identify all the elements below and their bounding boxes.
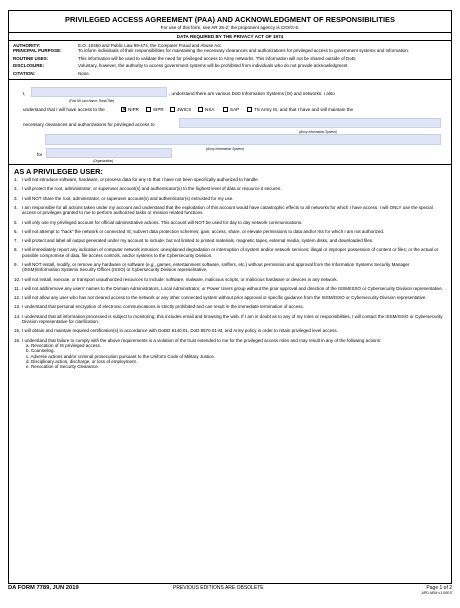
version-label: APD AEM v1.00ES <box>421 591 452 595</box>
list-item: 8. I will immediately report any indication of computer network intrusion; unexplained degradation or interruption of system and/or network services; illegal or improper possession of content or files; or the actual or possible compromise of data, file access controls, and/or systems to the Cybersecurity Division. <box>14 247 439 258</box>
access-text: understand that I will have access to the <box>23 107 105 113</box>
army-system-input[interactable] <box>179 118 441 128</box>
privacy-row-purpose <box>9 48 451 53</box>
jwics-checkbox[interactable] <box>170 107 175 112</box>
privacy-row-routine-uses <box>9 56 451 61</box>
army-system-caption: (Army Information System) <box>299 130 337 135</box>
privacy-row-disclosure <box>9 63 451 68</box>
ts-text: TS Army IS, and that I have and will maintain the <box>254 107 354 113</box>
acknowledgment-fill-section <box>9 80 451 165</box>
list-item: 4. I am responsible for all actions taken under my account and understand that the exploitation of this account would have catastrophic effects to all networks for which I have access. I will ONLY use the special access or privileges granted to me to perform authorized tasks or mission related functions. <box>14 204 433 216</box>
privacy-value: To inform individuals of their responsibilities for maintaining the necessary clearances and authorizations for privileged access to government systems and information. <box>78 48 410 54</box>
privacy-value: None. <box>78 70 91 76</box>
form-subtitle: For use of this form, see AR 25-2; the proponent agency is CIO/G-6. <box>160 25 300 30</box>
privacy-label: DISCLOSURE: <box>13 63 45 69</box>
sub-item: c. Adverse actions and/or criminal prosecution pursuant to the Uniform Code of Military Justice. <box>26 353 216 359</box>
for-label: for <box>37 152 43 158</box>
list-item: 14. I understand that all information processed is subject to monitoring; this includes email and browsing the web. If I am in doubt as to any of my roles or responsibilities, I will contact the ISSM/ISSO or Cybersecurity Division representative for clarification. <box>14 313 443 325</box>
privacy-label: ROUTINE USES: <box>13 55 49 61</box>
page-number: Page 1 of 2 <box>426 585 452 591</box>
privacy-label: PRINCIPAL PURPOSE: <box>13 48 62 54</box>
nsa-checkbox[interactable] <box>198 107 203 112</box>
sipr-label: SIPR <box>153 107 164 113</box>
i-label: I, <box>23 91 26 97</box>
privacy-label: AUTHORITY: <box>13 43 41 48</box>
sub-item: e. Revocation of Security Clearance. <box>26 364 100 370</box>
nipr-checkbox[interactable] <box>121 107 126 112</box>
list-item: 6. I will not attempt to "hack" the network or connected IS; subvert data protection schemes; gain, access, share, or elevate permissions to data and/or ISs for which I am not authorized. <box>14 228 385 234</box>
clearance-text: necessary clearances and authorizations for privileged access to <box>23 122 155 128</box>
name-rank-input[interactable] <box>31 87 167 97</box>
privacy-value: Voluntary, however, the authority to access government systems will be prohibited from individuals who do not provide acknowledgment. <box>78 63 349 69</box>
sap-label: SAP <box>230 107 240 113</box>
list-item: 1. I will not introduce software, hardware, or process data for any IS that I have not been specifically authorized to handle. <box>14 177 259 183</box>
list-item: 10. I will not install, execute, or transport unauthorized resources to include: software, malware, malicious scripts, or malicious hardware or devices in any network. <box>14 276 338 282</box>
ts-checkbox[interactable] <box>247 107 252 112</box>
form-number: DA FORM 7789, JUN 2019 <box>8 585 79 591</box>
army-system-caption-2: (Army Information System) <box>206 147 244 152</box>
privacy-label: CITATION: <box>13 70 36 76</box>
nipr-label: NIPR <box>128 107 139 113</box>
understand-text: , understand there are various DoD Information Systems (IS) and networks. I also <box>169 91 335 97</box>
organization-input[interactable] <box>46 148 172 158</box>
list-item: 16. I understand that failure to comply with the above requirements is a violation of the trust extended to me for the privileged access roles and may result in any of the following actions: <box>14 337 382 343</box>
list-item: 5. I will only use my privileged account for official administrative actions. This account will NOT be used for day to day network communications. <box>14 219 303 225</box>
form-title: PRIVILEGED ACCESS AGREEMENT (PAA) AND ACKNOWLEDGMENT OF RESPONSIBILITIES <box>64 15 396 24</box>
sub-item: d. Disciplinary action, discharge, or loss of employment. <box>26 358 138 364</box>
list-item: 15. I will obtain and maintain required certification(s) in accordance with DoDD 8140.01, DoD 8570.01-M, and Army policy in order to retain privileged level access. <box>14 328 338 334</box>
responsibilities-list <box>9 177 451 369</box>
list-item: 3. I will NOT share the root, administrator, or superuser account(s) and authenticator(s) entrusted for my use. <box>14 195 234 201</box>
privacy-act-heading: DATA REQUIRED BY THE PRIVACY ACT OF 1974 <box>9 32 451 41</box>
organization-caption: (Organization) <box>93 159 114 164</box>
sap-checkbox[interactable] <box>223 107 228 112</box>
privacy-value: This information will be used to validate the need for privileged access to Army networks. This information will not be shared outside of DoD. <box>78 55 357 61</box>
sub-item: a. Revocation of IS privileged access. <box>26 342 102 348</box>
list-item: 13. I understand that personal encryption of electronic communications is strictly prohibited and can result in the immediate termination of access. <box>14 304 304 310</box>
privileged-user-heading: AS A PRIVILEGED USER: <box>14 167 103 177</box>
privacy-row-citation <box>9 71 451 80</box>
nsa-label: NSA <box>205 107 215 113</box>
army-system-input-2[interactable] <box>45 134 441 145</box>
privacy-value: E.O. 10450 and Public Law 99-474, the Computer Fraud and Abuse Act. <box>78 43 222 48</box>
list-item: 12. I will not allow any user who has not cleared access to the network or any other connected system without prior approval or specific guidance from the ISSM/ISSO or Cybersecurity Division representative. <box>14 295 427 301</box>
list-item: 2. I will protect the root, administrator, or superuser account(s) and authenticator(s) to the highest level of data or resource it secures. <box>14 186 282 192</box>
list-item: 9. I will NOT install, modify, or remove any hardware or software (e.g., games, entertainment software, sniffers, etc.) without permission and approval from the Information Systems Security Manager (ISSM)/Information Systems Security Officer (ISSO) or Cybersecurity Division representative. <box>14 262 410 273</box>
jwics-label: JWICS <box>177 107 192 113</box>
sipr-checkbox[interactable] <box>146 107 151 112</box>
sub-item: b. Counseling. <box>26 348 55 354</box>
form-page <box>8 10 452 584</box>
name-caption: (First MI Last Name, Rank/Title) <box>69 99 115 104</box>
editions-notice: PREVIOUS EDITIONS ARE OBSOLETE <box>173 585 264 591</box>
list-item: 11. I will not add/remove any users' names to the Domain Administrators, Local Administrator, or Power Users group without the prior approval and direction of the ISSM/ISSO or Cybersecurity Division representative. <box>14 285 444 291</box>
list-item: 7. I will protect and label all output generated under my account to include, but not limited to printed materials, magnetic tapes, external media, system disks, and downloaded files. <box>14 238 374 244</box>
check-icon: ✕ <box>122 107 127 114</box>
